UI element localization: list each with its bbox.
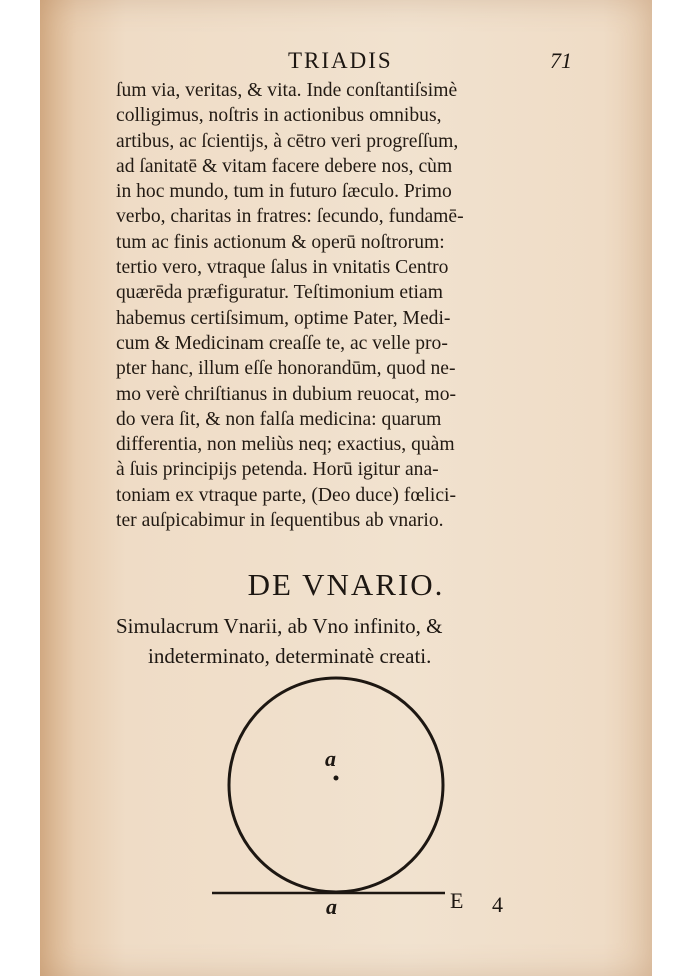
caption-line: indeterminato, determinatè creati. <box>148 644 432 668</box>
center-point <box>334 776 339 781</box>
text-line: tum ac finis actionum & operū noſtrorum: <box>116 231 445 253</box>
text-line: mo verè chriſtianus in dubium reuocat, mo- <box>116 383 457 405</box>
signature-mark: 4 <box>492 892 503 917</box>
text-line: differentia, non meliùs neq; exactius, quàm <box>116 434 455 456</box>
figure-unarius <box>40 660 652 960</box>
line-label: E <box>450 888 464 913</box>
text-line: ad ſanitatē & vitam facere debere nos, cùm <box>116 155 453 177</box>
text-line: colligimus, noſtris in actionibus omnibus, <box>116 105 442 127</box>
page-number: 71 <box>550 48 572 73</box>
text-line: do vera ſit, & non falſa medicina: quarum <box>116 408 442 430</box>
body-text <box>116 78 616 533</box>
text-line: verbo, charitas in fratres: ſecundo, fundamē- <box>116 206 464 228</box>
center-label: a <box>325 746 336 771</box>
text-line: habemus certiſsimum, optime Pater, Medi- <box>116 307 451 329</box>
section-heading: DE VNARIO. <box>247 567 445 602</box>
book-page <box>40 0 652 976</box>
page-header <box>40 48 652 78</box>
caption-line: Simulacrum Vnarii, ab Vno infinito, & <box>116 614 443 638</box>
circle-diagram <box>40 660 652 960</box>
text-line: toniam ex vtraque parte, (Deo duce) fœlici- <box>116 484 457 506</box>
text-line: quærēda præfiguratur. Teſtimonium etiam <box>116 282 443 304</box>
circle-outline <box>229 678 443 892</box>
running-title: TRIADIS <box>288 48 393 73</box>
text-line: à ſuis principijs petenda. Horū igitur ana- <box>116 459 439 481</box>
text-line: in hoc mundo, tum in futuro ſæculo. Primo <box>116 181 452 203</box>
text-line: cum & Medicinam creaſſe te, ac velle pro- <box>116 332 448 354</box>
tangent-point-label: a <box>326 894 337 919</box>
text-line: pter hanc, illum eſſe honorandūm, quod ne- <box>116 358 456 380</box>
text-line: artibus, ac ſcientijs, à cētro veri progreſſum, <box>116 130 459 152</box>
text-line: ter auſpicabimur in ſequentibus ab vnario. <box>116 510 444 532</box>
text-line: tertio vero, vtraque ſalus in vnitatis Centro <box>116 257 449 279</box>
text-line: ſum via, veritas, & vita. Inde conſtantiſsimè <box>116 80 458 101</box>
